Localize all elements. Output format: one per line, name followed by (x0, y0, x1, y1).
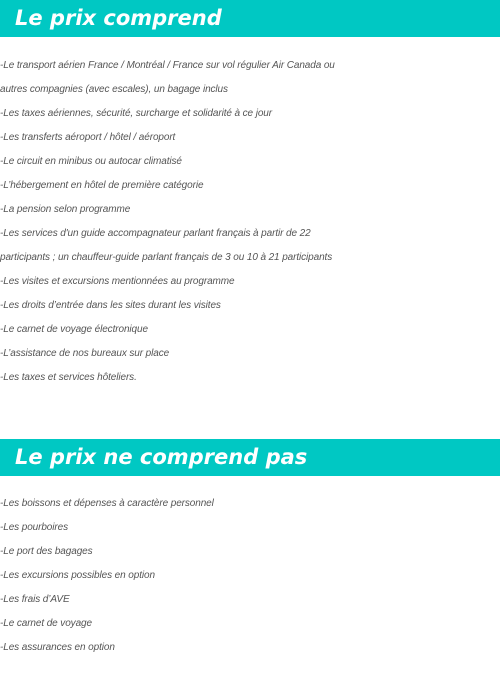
included-item: -L’assistance de nos bureaux sur place (0, 348, 170, 359)
excluded-section-title: Le prix ne comprend pas (15, 445, 308, 469)
included-item: -Les visites et excursions mentionnées au programme (0, 276, 235, 287)
excluded-items-list (0, 492, 500, 660)
excluded-item: -Le carnet de voyage (0, 618, 92, 629)
included-item: -Les droits d’entrée dans les sites durant les visites (0, 300, 221, 311)
included-item: -Le carnet de voyage électronique (0, 324, 148, 335)
included-item: autres compagnies (avec escales), un bagage inclus (0, 84, 228, 95)
included-section-title: Le prix comprend (15, 6, 222, 30)
excluded-item: -Le port des bagages (0, 546, 93, 557)
included-item: participants ; un chauffeur-guide parlant français de 3 ou 10 à 21 participants (0, 252, 333, 263)
included-item: -Les services d'un guide accompagnateur parlant français à partir de 22 (0, 228, 311, 239)
included-section-header (0, 0, 500, 37)
included-item: -Le circuit en minibus ou autocar climatisé (0, 156, 182, 167)
excluded-item: -Les excursions possibles en option (0, 570, 155, 581)
included-item: -Les taxes et services hôteliers. (0, 372, 137, 383)
excluded-section-header (0, 439, 500, 476)
excluded-item: -Les boissons et dépenses à caractère personnel (0, 498, 214, 509)
included-item: -Les transferts aéroport / hôtel / aéroport (0, 132, 176, 143)
included-item: -Les taxes aériennes, sécurité, surcharge et solidarité à ce jour (0, 108, 272, 119)
excluded-item: -Les assurances en option (0, 642, 115, 653)
included-item: -L’hébergement en hôtel de première catégorie (0, 180, 204, 191)
included-item: -La pension selon programme (0, 204, 131, 215)
excluded-item: -Les pourboires (0, 522, 68, 533)
excluded-item: -Les frais d’AVE (0, 594, 70, 605)
included-item: -Le transport aérien France / Montréal / France sur vol régulier Air Canada ou (0, 60, 335, 71)
included-items-list (0, 54, 500, 390)
